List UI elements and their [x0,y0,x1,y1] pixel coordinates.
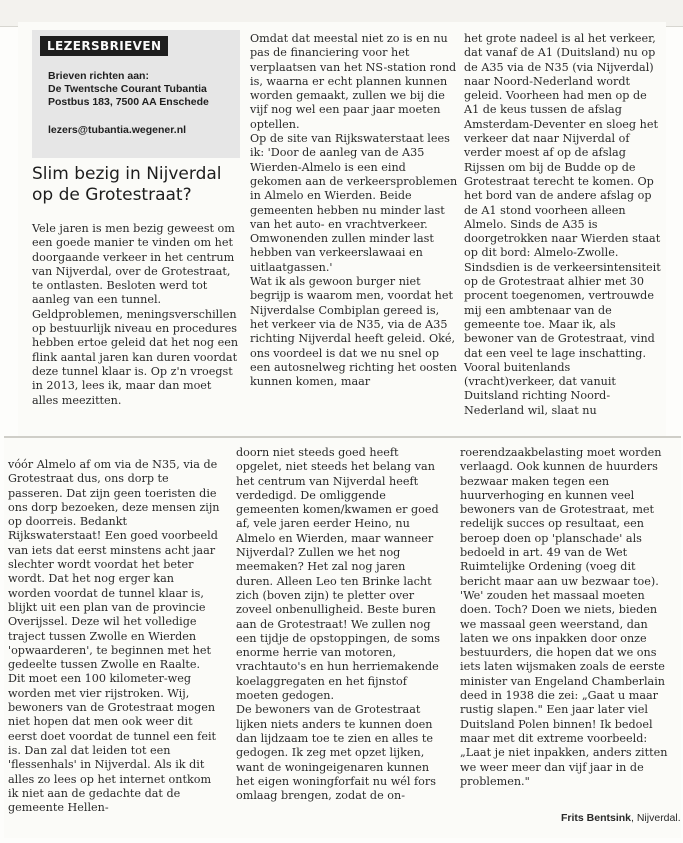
paragraph: Vele jaren is men bezig geweest om een goede manier te vinden om het doorgaande verkeer in het centrum van Nijverdal, over de Grotestraat, te ontlasten. Besloten werd tot aanleg van een tunnel. Geldproblemen, meningsverschillen op bestuurlijk niveau en procedures hebben ertoe geleid dat het nog een flink aantal jaren kan duren voordat deze tunnel klaar is. Op z'n vroegst in 2013, lees ik, maar dan moet alles meezitten. [32,222,239,407]
article-column-4 [8,458,220,815]
article-column-6 [460,446,672,789]
article-column-5 [236,446,446,803]
address-line: Brieven richten aan: [48,70,149,82]
paragraph: Omdat dat meestal niet zo is en nu pas de financiering voor het verplaatsen van het NS-station rond is, waarna er echt plannen kunnen worden gemaakt, zullen we bij die vijf nog wel een paar jaar moeten optellen. [250,32,457,131]
submission-address [48,70,238,137]
letters-clipping-top [18,22,666,436]
author-place: , Nijverdal. [631,812,681,824]
paragraph: vóór Almelo af om via de N35, via de Grotestraat dus, ons dorp te passeren. Dat zijn geen toeristen die ons dorp bezoeken, deze mensen zijn op doorreis. Bedankt Rijkswaterstaat! Een goed voorbeeld van iets dat eerst minstens acht jaar slechter wordt voordat het beter wordt. Dat het nog erger kan worden voordat de tunnel klaar is, blijkt uit een plan van de provincie Overijssel. Deze wil het volledige traject tussen Zwolle en Wierden 'opwaarderen', te beginnen met het gedeelte tussen Zwolle en Raalte. Dit moet een 100 kilometer-weg worden met vier rijstroken. Wij, bewoners van de Grotestraat mogen niet hopen dat men ook weer dit eerst doet voordat de tunnel een feit is. Dan zal dat leiden tot een 'flessenhals' in Nijverdal. Als ik dit alles zo lees op het internet ontkom ik niet aan de gedachte dat de gemeente Hellen- [8,458,220,815]
paragraph: De bewoners van de Grotestraat lijken niets anders te kunnen doen dan lijdzaam toe te zien en alles te gedogen. Ik zeg met opzet lijken, want de woningeigenaren kunnen het eigen woningforfait nu wél fors omlaag brengen, zodat de on- [236,703,437,803]
address-line: Postbus 183, 7500 AA Enschede [48,96,209,108]
letters-clipping-bottom [4,436,681,838]
paragraph: roerendzaakbelasting moet worden verlaagd. Ook kunnen de huurders bezwaar maken tegen een huurverhoging en kunnen veel bewoners van de Grotestraat, met redelijk succes op resultaat, een beroep doen op 'planschade' als bedoeld in art. 49 van de Wet Ruimtelijke Ordening (voeg dit bericht maar aan uw bezwaar toe). 'We' zouden het massaal moeten doen. Toch? Doen we niets, bieden we massaal geen weerstand, dan laten we ons inpakken door onze bestuurders, die hopen dat we ons iets laten wijsmaken zoals de eerste minister van Engeland Chamberlain deed in 1938 die zei: „Gaat u maar rustig slapen." Een jaar later viel Duitsland Polen binnen! Ik bedoel maar met dit extreme voorbeeld: „Laat je niet inpakken, anders zitten we weer meer dan vijf jaar in de problemen." [460,446,668,788]
article-column-3 [464,32,664,418]
paragraph: doorn niet steeds goed heeft opgelet, niet steeds het belang van het centrum van Nijverdal heeft verdedigd. De omliggende gemeenten komen/kwamen er goed af, vele jaren eerder Heino, nu Almelo en Wierden, maar wanneer Nijverdal? Zullen we het nog meemaken? Het zal nog jaren duren. Alleen Leo ten Brinke lacht zich (boven zijn) te pletter over zoveel onbenulligheid. Beste buren aan de Grotestraat! We zullen nog een tijdje de opstoppingen, de soms enorme herrie van motoren, vrachtauto's en hun herriemakende koelaggregaten en het fijnstof moeten gedogen. [236,446,440,703]
author-name: Frits Bentsink [561,812,632,824]
article-column-2 [250,32,458,389]
article-headline: Slim bezig in Nijverdal op de Grotestraat? [32,164,222,205]
address-line: De Twentsche Courant Tubantia [48,83,207,95]
paragraph: het grote nadeel is al het verkeer, dat vanaf de A1 (Duitsland) nu op de A35 via de N35 (via Nijverdal) naar Noord-Nederland wordt geleid. Voorheen had men op de A1 de keus tussen de afslag Amsterdam-Deventer en sloeg het verkeer dat naar Nijverdal of verder moest af op de afslag Rijssen om bij de Budde op de Grotestraat terecht te komen. Op het bord van de andere afslag op de A1 stond voorheen alleen Almelo. Sinds de A35 is doorgetrokken naar Wierden staat op dit bord: Almelo-Zwolle. Sindsdien is de verkeersintensiteit op de Grotestraat alhier met 30 procent toegenomen, vertrouwde mij een ambtenaar van de gemeente toe. Maar ik, als bewoner van de Grotestraat, vind dat een veel te lage inschatting. Vooral buitenlands (vracht)verkeer, dat vanuit Duitsland richting Noord-Nederland wil, slaat nu [464,32,661,417]
email-address: lezers@tubantia.wegener.nl [48,124,187,136]
article-column-1 [32,222,240,408]
paragraph: Op de site van Rijkswaterstaat lees ik: 'Door de aanleg van de A35 Wierden-Almelo is een eind gekomen aan de verkeersproblemen in Almelo en Wierden. Beide gemeenten hebben nu minder last van het auto- en vrachtverkeer. Omwonenden zullen minder last hebben van verkeerslawaai en uitlaatgassen.' [250,132,458,274]
paragraph: Wat ik als gewoon burger niet begrijp is waarom men, voordat het Nijverdalse Combiplan gereed is, het verkeer via de N35, via de A35 richting Nijverdal heeft geleid. Oké, ons voordeel is dat we nu snel op een autosnelweg richting het oosten kunnen komen, maar [250,275,457,389]
address-box [32,30,240,158]
section-rubric: LEZERSBRIEVEN [40,36,168,56]
author-byline [561,812,681,824]
